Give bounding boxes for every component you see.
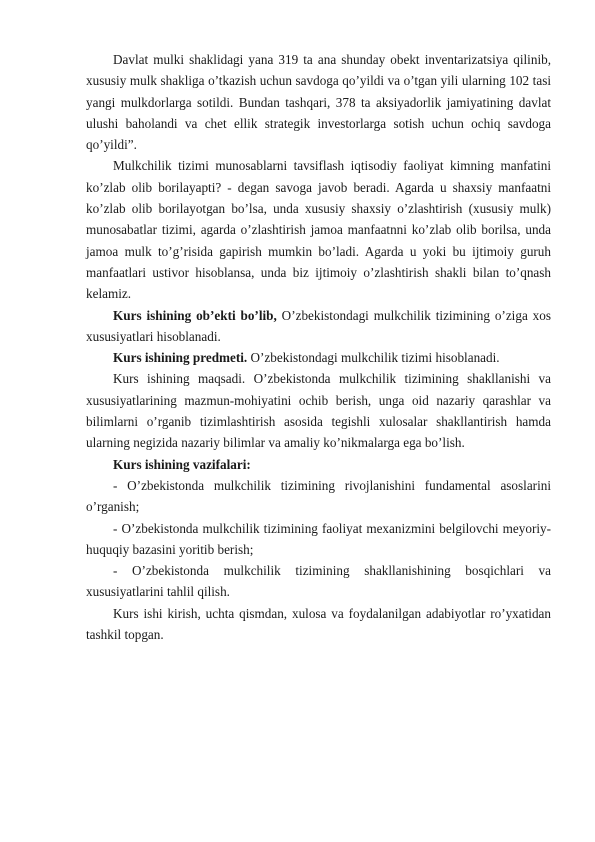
course-tasks-heading: Kurs ishining vazifalari:: [113, 456, 251, 472]
paragraph-course-object: [86, 305, 551, 348]
task-item-legal-base: - O’zbekistonda mulkchilik tizimining faoliyat mexanizmini belgilovchi meyoriy-huquqiy bazasini yoritib berish;: [86, 520, 551, 557]
course-object-text: O’zbekistondagi mulkchilik tizimining o’ziga xos xususiyatlari hisoblanadi.: [86, 307, 551, 344]
course-object-label: Kurs ishining ob’ekti bo’lib,: [113, 307, 277, 323]
task-item-stages: - O’zbekistonda mulkchilik tizimining shakllanishining bosqichlari va xususiyatlarini tahlil qilish.: [86, 563, 551, 600]
paragraph-course-goal: Kurs ishining maqsadi. O’zbekistonda mulkchilik tizimining shakllanishi va xususiyatlarining mazmun-mohiyatini ochib berish, unga oid nazariy qarashlar va bilimlarni o’rganib tizimlashtirish asosida tegishli xulosalar shakllantirish hamda ularning negizida nazariy bilimlar va amaliy ko’nikmalarga ega bo’lish.: [86, 371, 551, 451]
paragraph-privatization-stats: Davlat mulki shaklidagi yana 319 ta ana shunday obekt inventarizatsiya qilinib, xususiy mulk shakliga o’tkazish uchun savdoga qo’yildi va o’tgan yili ularning 102 tasi yangi mulkdorlarga sotildi. Bundan tashqari, 378 ta aksiyadorlik jamiyatining davlat ulushi baholandi va chet ellik strategik investorlarga sotish uchun ochiq savdoga qo’yildi”.: [86, 52, 551, 153]
document-body: [86, 49, 551, 645]
paragraph-structure: Kurs ishi kirish, uchta qismdan, xulosa va foydalanilgan adabiyotlar ro’yxatidan tashkil topgan.: [86, 605, 551, 643]
task-item-fundamentals: - O’zbekistonda mulkchilik tizimining rivojlanishini fundamental asoslarini o’rganish;: [86, 477, 551, 515]
paragraph-course-subject: [86, 347, 551, 368]
paragraph-ownership-system: Mulkchilik tizimi munosablarni tavsiflash iqtisodiy faoliyat kimning manfatini ko’zlab olib borilayapti? - degan savoga javob beradi. Agarda u shaxsiy manfaatni ko’zlab olib borilayotgan bo’lsa, unda xususiy shaxsiy o’zlashtirish (xususiy mulk) munosabatlar tizimi, agarda o’zlashtirish jamoa manfaatnni ko’zlab olib borilsa, unda jamoa mulk to’g’risida gapirish mumkin bo’ladi. Agarda u yoki bu ijtimoiy guruh manfaatlari ustivor hisoblansa, unda biz ijtimoiy o’zlashtirish shakli bilan to’qnash kelamiz.: [86, 158, 551, 302]
course-subject-label: Kurs ishining predmeti.: [113, 350, 248, 366]
course-subject-text: O’zbekistondagi mulkchilik tizimi hisoblanadi.: [247, 350, 500, 366]
